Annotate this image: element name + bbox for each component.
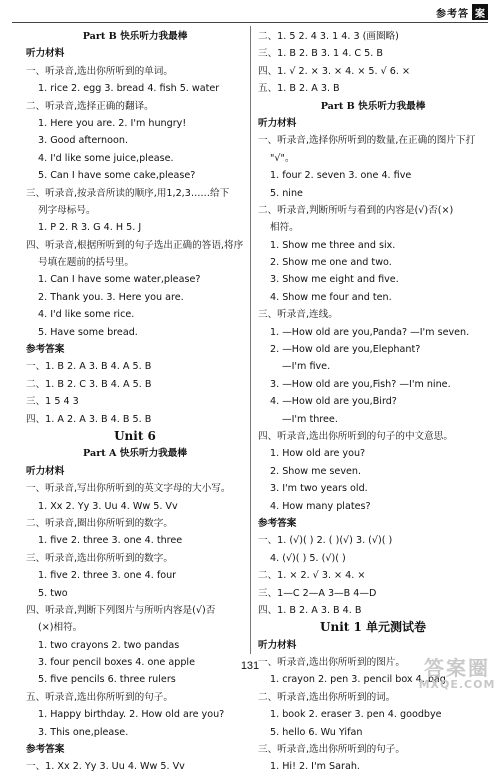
text-line: 四、1. √ 2. × 3. × 4. × 5. √ 6. × bbox=[258, 65, 411, 77]
text-line: 5. two bbox=[38, 587, 68, 599]
page-header bbox=[436, 4, 488, 20]
text-line: 一、听录音,选择你所听到的数量,在正确的图片下打 bbox=[258, 135, 476, 147]
text-line: 三、听录音,选出你所听到的句子。 bbox=[258, 744, 405, 756]
text-line: 四、1. B 2. A 3. B 4. B bbox=[258, 604, 362, 616]
text-line: —I'm three. bbox=[282, 413, 338, 425]
text-line: 三、1—C 2—A 3—B 4—D bbox=[258, 587, 377, 599]
text-line: 四、听录音,判断下列图片与所听内容是(√)否 bbox=[26, 604, 216, 616]
text-line: 1. Show me three and six. bbox=[270, 239, 396, 251]
subsection-label: 听力材料 bbox=[258, 639, 297, 651]
text-line: —I'm five. bbox=[282, 361, 331, 373]
text-line: 四、听录音,选出你所听到的句子的中文意思。 bbox=[258, 430, 453, 442]
text-line: 一、听录音,选出你所听到的单词。 bbox=[26, 65, 173, 77]
text-line: 2. Show me one and two. bbox=[270, 257, 392, 269]
text-line: 4. —How old are you,Bird? bbox=[270, 396, 397, 408]
unit-heading: Unit 6 bbox=[114, 428, 156, 443]
header-title: 参考答 bbox=[436, 8, 469, 20]
text-line: 2. Show me seven. bbox=[270, 465, 362, 477]
text-line: 1. Hi! 2. I'm Sarah. bbox=[270, 761, 360, 773]
text-line: 3. Good afternoon. bbox=[38, 135, 128, 147]
text-line: 三、听录音,选出你所听到的数字。 bbox=[26, 552, 173, 564]
text-line: 1. five 2. three 3. one 4. three bbox=[38, 535, 183, 547]
text-line: 五、1. B 2. A 3. B bbox=[258, 83, 340, 95]
subsection-label: 参考答案 bbox=[26, 744, 65, 756]
header-box-char: 案 bbox=[472, 4, 488, 20]
text-line: 5. five pencils 6. three rulers bbox=[38, 674, 176, 686]
text-line: 一、听录音,写出你所听到的英文字母的大小写。 bbox=[26, 483, 231, 495]
text-line: 3. —How old are you,Fish? —I'm nine. bbox=[270, 378, 451, 390]
text-line: 二、听录音,选择正确的翻译。 bbox=[26, 100, 154, 112]
text-line: 1. Happy birthday. 2. How old are you? bbox=[38, 709, 225, 721]
text-line: 一、1. B 2. A 3. B 4. A 5. B bbox=[26, 361, 152, 373]
text-line: 1. two crayons 2. two pandas bbox=[38, 639, 180, 651]
text-line: "√"。 bbox=[270, 152, 295, 164]
text-line: 一、1. (√)( ) 2. ( )(√) 3. (√)( ) bbox=[258, 535, 393, 547]
text-line: 二、1. 5 2. 4 3. 1 4. 3 (画圈略) bbox=[258, 31, 399, 42]
text-line: (×)相符。 bbox=[38, 622, 83, 634]
section-heading: Part A 快乐听力我最棒 bbox=[83, 448, 187, 460]
text-line: 1. How old are you? bbox=[270, 448, 366, 460]
text-line: 1. book 2. eraser 3. pen 4. goodbye bbox=[270, 709, 442, 721]
text-line: 4. I'd like some juice,please. bbox=[38, 152, 174, 164]
text-line: 4. (√)( ) 5. (√)( ) bbox=[270, 552, 346, 564]
text-line: 2. Thank you. 3. Here you are. bbox=[38, 291, 184, 303]
text-line: 3. This one,please. bbox=[38, 726, 129, 738]
text-line: 二、1. B 2. C 3. B 4. A 5. B bbox=[26, 378, 152, 390]
column-divider bbox=[250, 26, 251, 654]
text-line: 四、1. A 2. A 3. B 4. B 5. B bbox=[26, 413, 152, 425]
text-line: 三、听录音,连线。 bbox=[258, 309, 338, 321]
text-line: 5. nine bbox=[270, 187, 303, 199]
text-line: 一、听录音,选出你所听到的图片。 bbox=[258, 657, 405, 669]
text-line: 4. How many plates? bbox=[270, 500, 371, 512]
text-line: 相符。 bbox=[270, 222, 299, 234]
subsection-label: 听力材料 bbox=[258, 117, 297, 129]
text-line: 4. Show me four and ten. bbox=[270, 291, 392, 303]
text-line: 二、1. × 2. √ 3. × 4. × bbox=[258, 570, 366, 582]
text-line: 1. —How old are you,Panda? —I'm seven. bbox=[270, 326, 470, 338]
subsection-label: 听力材料 bbox=[26, 48, 65, 60]
text-line: 列字母标号。 bbox=[38, 204, 96, 216]
text-line: 1. rice 2. egg 3. bread 4. fish 5. water bbox=[38, 83, 220, 95]
watermark-bottom: MXQE.COM bbox=[418, 678, 496, 691]
watermark-logo bbox=[418, 652, 496, 696]
text-line: 二、听录音,判断所听与看到的内容是(√)否(×) bbox=[258, 204, 454, 216]
subsection-label: 参考答案 bbox=[26, 344, 65, 356]
text-line: 3. four pencil boxes 4. one apple bbox=[38, 657, 195, 669]
text-line: 1. five 2. three 3. one 4. four bbox=[38, 570, 177, 582]
subsection-label: 听力材料 bbox=[26, 465, 65, 477]
text-line: 二、听录音,圈出你所听到的数字。 bbox=[26, 517, 173, 529]
text-line: 5. hello 6. Wu Yifan bbox=[270, 726, 363, 738]
section-heading: Part B 快乐听力我最棒 bbox=[320, 100, 426, 112]
text-line: 2. —How old are you,Elephant? bbox=[270, 344, 421, 356]
text-line: 1. P 2. R 3. G 4. H 5. J bbox=[38, 222, 142, 234]
section-heading: Part B 快乐听力我最棒 bbox=[82, 31, 188, 42]
text-line: 3. Show me eight and five. bbox=[270, 274, 399, 286]
watermark-top: 答案圈 bbox=[424, 656, 490, 680]
text-line: 号填在题前的括号里。 bbox=[38, 257, 134, 269]
text-line: 1. Here you are. 2. I'm hungry! bbox=[38, 117, 187, 129]
text-line: 3. I'm two years old. bbox=[270, 483, 368, 495]
header-rule bbox=[12, 22, 488, 23]
text-line: 1. crayon 2. pen 3. pencil box 4. bag bbox=[270, 674, 446, 686]
text-line: 一、1. Xx 2. Yy 3. Uu 4. Ww 5. Vv bbox=[26, 761, 185, 773]
text-line: 4. I'd like some rice. bbox=[38, 309, 135, 321]
text-line: 三、听录音,按录音所读的顺序,用1,2,3……给下 bbox=[26, 187, 230, 199]
text-line: 四、听录音,根据所听到的句子选出正确的答语,将序 bbox=[26, 239, 244, 251]
text-line: 三、1. B 2. B 3. 1 4. C 5. B bbox=[258, 48, 383, 60]
subsection-label: 参考答案 bbox=[258, 517, 297, 529]
text-line: 五、听录音,选出你所听到的句子。 bbox=[26, 691, 173, 703]
page-number: 131 bbox=[240, 660, 260, 672]
unit-heading: Unit 1 单元测试卷 bbox=[320, 620, 426, 635]
text-line: 1. four 2. seven 3. one 4. five bbox=[270, 170, 412, 182]
text-line: 5. Can I have some cake,please? bbox=[38, 170, 196, 182]
text-line: 1. Can I have some water,please? bbox=[38, 274, 201, 286]
text-line: 1. Xx 2. Yy 3. Uu 4. Ww 5. Vv bbox=[38, 500, 178, 512]
text-line: 5. Have some bread. bbox=[38, 326, 138, 338]
text-line: 二、听录音,选出你所听到的词。 bbox=[258, 691, 396, 703]
text-line: 三、1 5 4 3 bbox=[26, 396, 79, 408]
